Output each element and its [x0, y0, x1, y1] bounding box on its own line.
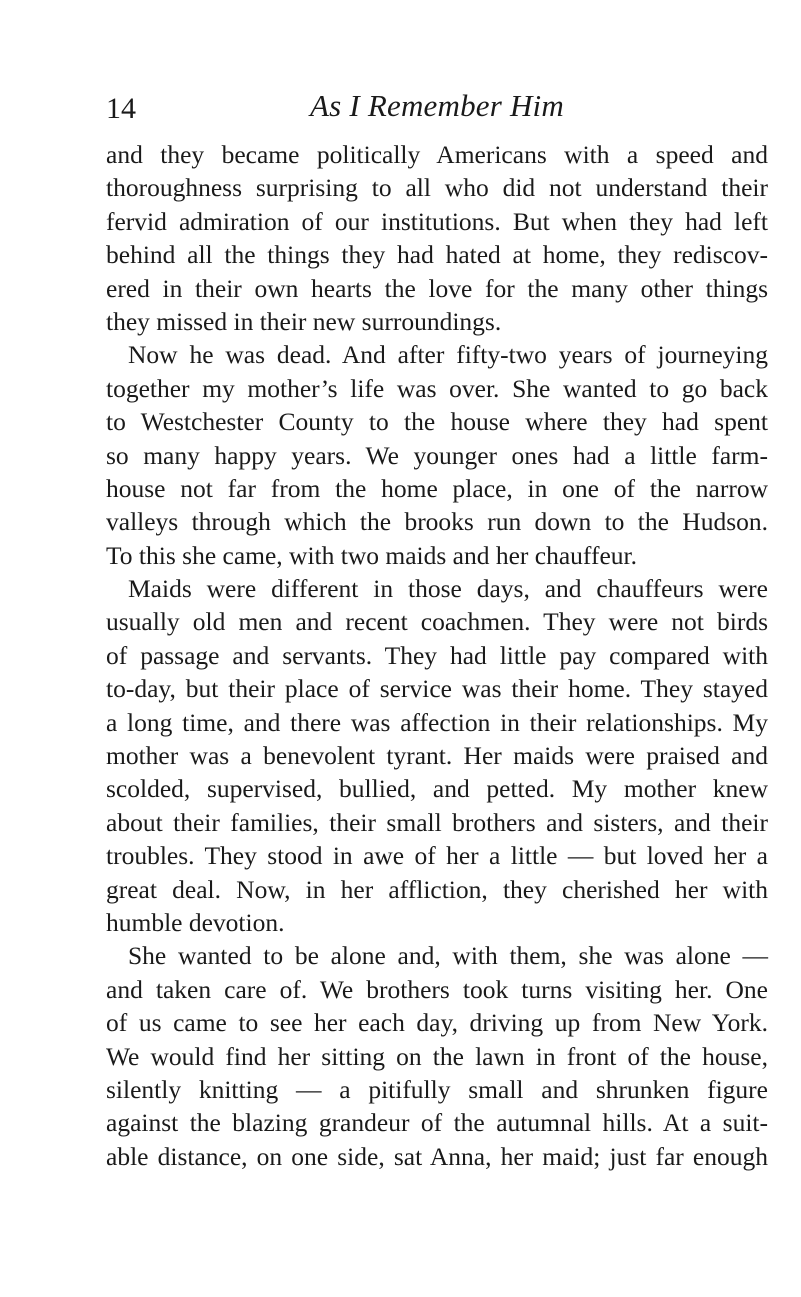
- text-line: a long time, and there was affection in their relationships. My: [106, 707, 768, 737]
- running-head: [106, 80, 768, 130]
- text-line: so many happy years. We younger ones had a little farm-: [106, 440, 768, 470]
- body-text: [106, 138, 768, 1173]
- text-line: house not far from the home place, in one of the narrow: [106, 473, 768, 503]
- text-line: silently knitting — a pitifully small and shrunken figure: [106, 1074, 768, 1104]
- text-line: Now he was dead. And after fifty-two years of journeying: [128, 340, 768, 370]
- text-line: scolded, supervised, bullied, and petted. My mother knew: [106, 774, 768, 804]
- text-line: they missed in their new surroundings.: [106, 306, 502, 336]
- text-line: thoroughness surprising to all who did not understand their: [106, 173, 768, 203]
- text-line: and they became politically Americans with a speed and: [106, 140, 768, 169]
- text-line: together my mother’s life was over. She wanted to go back: [106, 373, 768, 403]
- page-number: 14: [106, 92, 136, 125]
- text-line: behind all the things they had hated at home, they rediscov-: [106, 240, 768, 270]
- text-line: humble devotion.: [106, 907, 285, 937]
- text-line: to Westchester County to the house where they had spent: [106, 407, 768, 437]
- text-line: She wanted to be alone and, with them, she was alone —: [128, 941, 768, 971]
- text-line: ered in their own hearts the love for the many other things: [106, 273, 768, 303]
- running-title: As I Remember Him: [310, 88, 564, 123]
- text-line: To this she came, with two maids and her chauffeur.: [106, 540, 637, 570]
- text-line: We would find her sitting on the lawn in front of the house,: [106, 1041, 768, 1071]
- text-line: usually old men and recent coachmen. They were not birds: [106, 607, 768, 637]
- text-line: and taken care of. We brothers took turns visiting her. One: [106, 974, 768, 1004]
- text-line: fervid admiration of our institutions. But when they had left: [106, 206, 768, 236]
- text-line: Maids were different in those days, and chauffeurs were: [128, 574, 768, 604]
- text-line: to-day, but their place of service was their home. They stayed: [106, 674, 768, 704]
- text-line: against the blazing grandeur of the autumnal hills. At a suit-: [106, 1108, 768, 1138]
- text-line: valleys through which the brooks run down to the Hudson.: [106, 507, 768, 537]
- text-line: of us came to see her each day, driving up from New York.: [106, 1008, 768, 1038]
- text-line: great deal. Now, in her affliction, they cherished her with: [106, 874, 768, 904]
- text-line: able distance, on one side, sat Anna, her maid; just far enough: [106, 1141, 768, 1171]
- text-line: troubles. They stood in awe of her a little — but loved her a: [106, 841, 768, 871]
- text-line: about their families, their small brothers and sisters, and their: [106, 807, 768, 837]
- text-line: of passage and servants. They had little pay compared with: [106, 640, 768, 670]
- text-line: mother was a benevolent tyrant. Her maids were praised and: [106, 741, 768, 771]
